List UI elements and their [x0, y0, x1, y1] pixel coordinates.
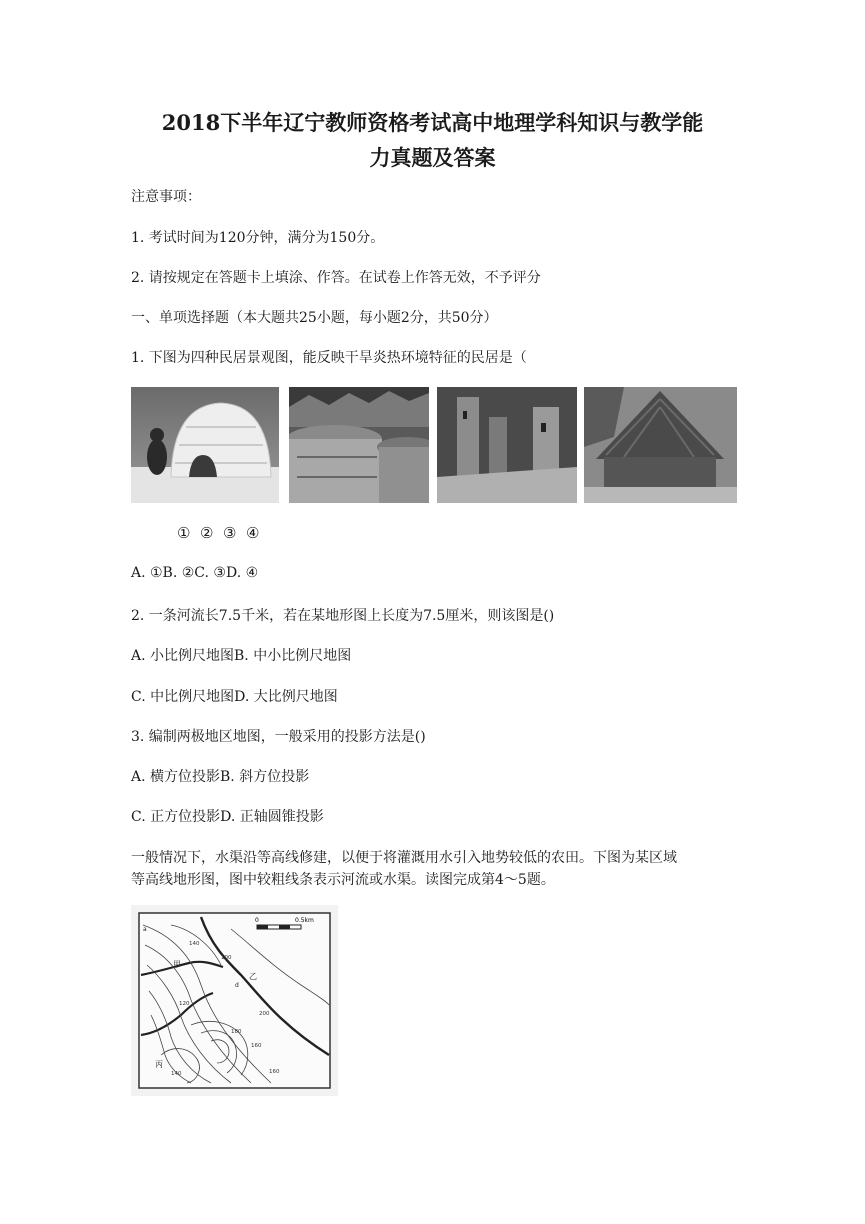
contour-label: 100 — [221, 955, 232, 961]
label-point-a: a — [143, 926, 147, 933]
photo-label-3: ③ — [223, 524, 237, 542]
section-heading: 一、单项选择题（本大题共25小题，每小题2分，共50分） — [131, 310, 498, 326]
scale-end-label: 0.5km — [295, 917, 314, 924]
question-1-stem: 1. 下图为四种民居景观图，能反映干旱炎热环境特征的民居是（ — [131, 350, 527, 366]
photo-label-1: ① — [177, 524, 191, 542]
passage-line-2: 等高线地形图，图中较粗线条表示河流或水渠。读图完成第4～5题。 — [131, 872, 555, 888]
notice-item-1: 1. 考试时间为120分钟，满分为150分。 — [131, 230, 385, 246]
label-jia: 甲 — [173, 960, 181, 969]
photo-label-2: ② — [200, 524, 214, 542]
page-title-line-2: 力真题及答案 — [369, 145, 496, 170]
label-point-d: d — [235, 982, 239, 989]
watchtower-photo — [437, 387, 577, 503]
dwelling-photos — [131, 387, 737, 503]
contour-label: 120 — [179, 1001, 190, 1007]
question-3-options-1: A. 横方位投影B. 斜方位投影 — [131, 769, 310, 785]
question-2-stem: 2. 一条河流长7.5千米，若在某地形图上长度为7.5厘米，则该图是() — [131, 608, 555, 624]
label-bing: 丙 — [155, 1060, 163, 1069]
photo-label-4: ④ — [246, 524, 260, 542]
page-title-line-1: 2018下半年辽宁教师资格考试高中地理学科知识与教学能 — [161, 110, 704, 135]
tulou-photo — [289, 387, 429, 503]
question-3-stem: 3. 编制两极地区地图，一般采用的投影方法是() — [131, 729, 426, 745]
contour-label: 140 — [189, 941, 200, 947]
label-yi: 乙 — [249, 972, 257, 981]
contour-label: 200 — [259, 1011, 270, 1017]
question-1-options: A. ①B. ②C. ③D. ④ — [131, 565, 259, 581]
contour-label: 140 — [171, 1071, 182, 1077]
contour-label: 180 — [231, 1029, 242, 1035]
scale-zero-label: 0 — [255, 917, 259, 924]
passage-line-1: 一般情况下，水渠沿等高线修建，以便于将灌溉用水引入地势较低的农田。下图为某区域 — [131, 850, 677, 866]
question-2-options-1: A. 小比例尺地图B. 中小比例尺地图 — [131, 648, 352, 664]
notice-item-2: 2. 请按规定在答题卡上填涂、作答。在试卷上作答无效，不予评分 — [131, 270, 541, 286]
notice-heading: 注意事项： — [131, 189, 201, 205]
igloo-photo — [131, 387, 279, 503]
contour-label: 160 — [269, 1069, 280, 1075]
thatched-hut-photo — [584, 387, 737, 503]
question-2-options-2: C. 中比例尺地图D. 大比例尺地图 — [131, 689, 338, 705]
contour-label: 160 — [251, 1043, 262, 1049]
question-3-options-2: C. 正方位投影D. 正轴圆锥投影 — [131, 809, 324, 825]
contour-map — [131, 905, 338, 1096]
